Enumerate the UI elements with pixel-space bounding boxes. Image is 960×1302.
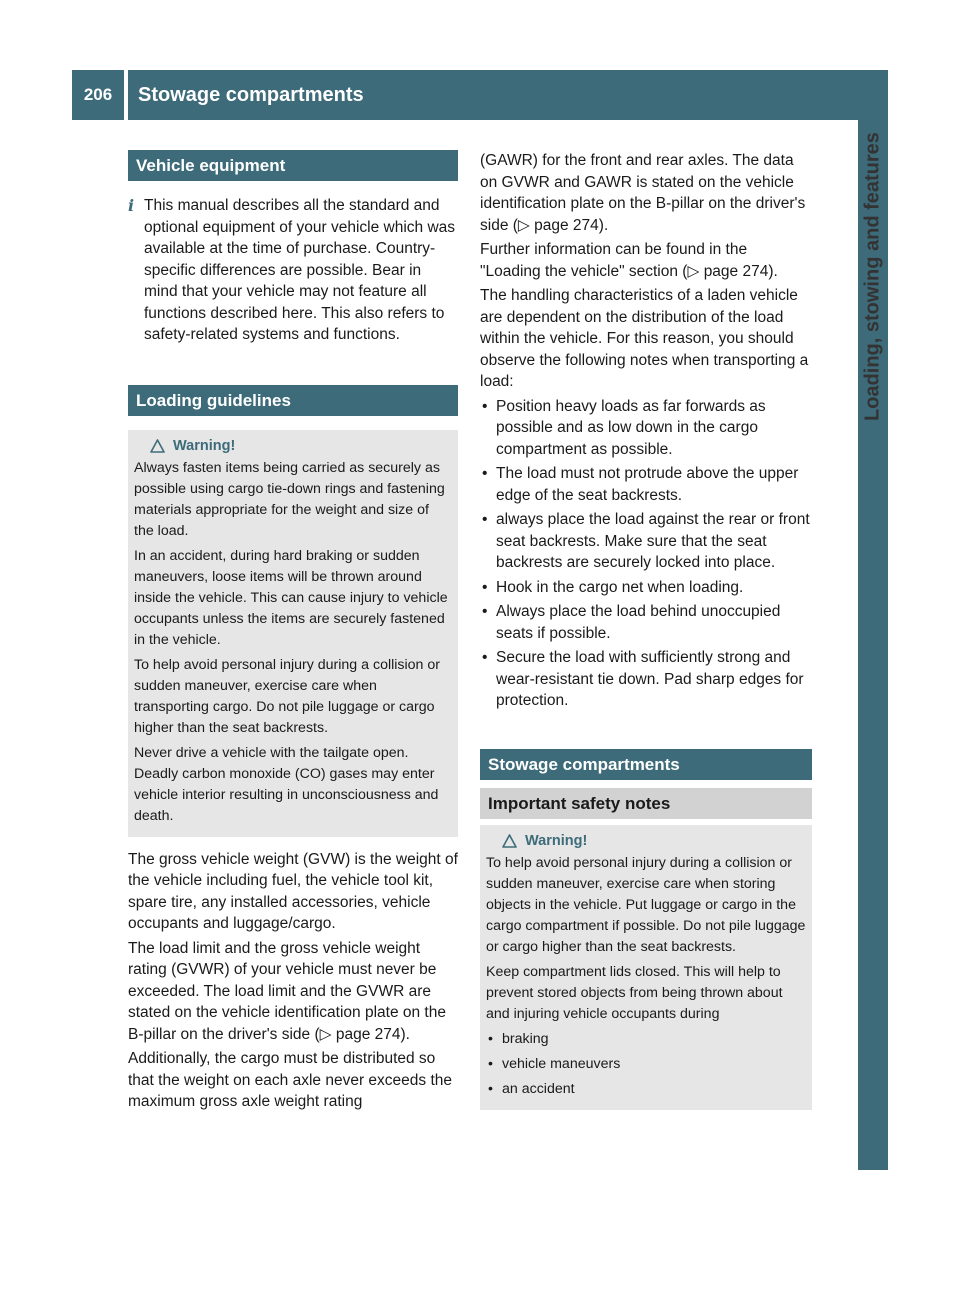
section-heading-vehicle-equipment: Vehicle equipment bbox=[128, 150, 458, 181]
warning-paragraph: In an accident, during hard braking or sudden maneuvers, loose items will be thrown around inside the vehicle. This can cause injury to vehicle occupants unless the items are securely fastened in the vehicle. bbox=[134, 547, 448, 648]
load-bullet-list bbox=[480, 396, 812, 712]
warning-paragraph: To help avoid personal injury during a collision or sudden maneuver, exercise care when storing objects in the vehicle. Put luggage or cargo in the cargo compartment if possible. Do not pile luggage or cargo higher than the seat backrests. bbox=[486, 854, 806, 955]
body-paragraph: The handling characteristics of a laden vehicle are dependent on the distribution of the load within the vehicle. For this reason, you should observe the following notes when transporting a load: bbox=[480, 287, 809, 390]
left-column bbox=[128, 150, 458, 1116]
list-item: • Always place the load behind unoccupied seats if possible. bbox=[480, 601, 812, 644]
warning-bullet-list bbox=[486, 1029, 806, 1100]
info-icon: i bbox=[128, 196, 135, 215]
loading-body bbox=[128, 849, 458, 1113]
header-divider bbox=[124, 70, 128, 120]
section-heading-stowage-compartments: Stowage compartments bbox=[480, 749, 812, 780]
section-heading-loading-guidelines: Loading guidelines bbox=[128, 385, 458, 416]
warning-triangle-icon bbox=[150, 439, 165, 453]
warning-paragraph: To help avoid personal injury during a collision or sudden maneuver, exercise care when transporting cargo. Do not pile luggage or cargo higher than the seat backrests. bbox=[134, 656, 440, 736]
body-paragraph: The gross vehicle weight (GVW) is the weight of the vehicle including fuel, the vehicle tool kit, spare tire, any installed accessories, vehicle occupants and luggage/cargo. bbox=[128, 850, 458, 932]
warning-box-stowage bbox=[480, 825, 812, 1110]
info-note-text: This manual describes all the standard and optional equipment of your vehicle which was available at the time of purchase. Country-specific differences are possible. Bear in mind that your vehicle may not feature all functions described here. This also refers to safety-related systems and functions. bbox=[144, 197, 456, 343]
warning-paragraph: Never drive a vehicle with the tailgate open. Deadly carbon monoxide (CO) gases may enter vehicle interior resulting in unconsciousness and death. bbox=[134, 744, 439, 824]
page-number: 206 bbox=[83, 85, 113, 104]
body-paragraph: Further information can be found in the "Loading the vehicle" section (▷ page 274). bbox=[480, 241, 778, 280]
warning-title: Warning! bbox=[173, 437, 236, 454]
list-item: • braking bbox=[486, 1029, 806, 1050]
right-column bbox=[480, 150, 812, 1110]
list-item: • Hook in the cargo net when loading. bbox=[480, 577, 812, 599]
warning-box-loading bbox=[128, 430, 458, 837]
warning-header bbox=[134, 436, 452, 457]
warning-title: Warning! bbox=[525, 832, 588, 849]
warning-header bbox=[486, 831, 806, 852]
body-paragraph: The load limit and the gross vehicle weight rating (GVWR) of your vehicle must never be exceeded. The load limit and the GVWR are stated on the vehicle identification plate on the B-pillar on the driver's side (▷ page 274). bbox=[128, 939, 446, 1043]
list-item: • Secure the load with sufficiently strong and wear-resistant tie down. Pad sharp edges for protection. bbox=[480, 647, 812, 712]
list-item: • The load must not protrude above the upper edge of the seat backrests. bbox=[480, 463, 812, 506]
continued-body bbox=[480, 150, 812, 712]
subheading-important-safety-notes: Important safety notes bbox=[480, 788, 812, 819]
chapter-side-tab-label bbox=[858, 120, 888, 1170]
page-title: Stowage compartments bbox=[138, 83, 364, 106]
list-item: • vehicle maneuvers bbox=[486, 1054, 806, 1075]
list-item: • always place the load against the rear or front seat backrests. Make sure that the seat backrests are securely locked into place. bbox=[480, 509, 812, 574]
body-paragraph: Additionally, the cargo must be distributed so that the weight on each axle never exceeds the maximum gross axle weight rating bbox=[128, 1050, 452, 1110]
chapter-label-text: Loading, stowing and features bbox=[861, 132, 884, 421]
warning-paragraph: Always fasten items being carried as securely as possible using cargo tie-down rings and fastening materials appropriate for the weight and size of the load. bbox=[134, 459, 445, 539]
list-item: • an accident bbox=[486, 1079, 806, 1100]
warning-paragraph: Keep compartment lids closed. This will help to prevent stored objects from being thrown about and injuring vehicle occupants during bbox=[486, 963, 783, 1022]
info-note bbox=[128, 195, 458, 349]
warning-triangle-icon bbox=[502, 834, 517, 848]
list-item: • Position heavy loads as far forwards as possible and as low down in the cargo compartment as possible. bbox=[480, 396, 812, 461]
body-paragraph: (GAWR) for the front and rear axles. The data on GVWR and GAWR is stated on the vehicle identification plate on the B-pillar on the driver's side (▷ page 274). bbox=[480, 152, 806, 234]
